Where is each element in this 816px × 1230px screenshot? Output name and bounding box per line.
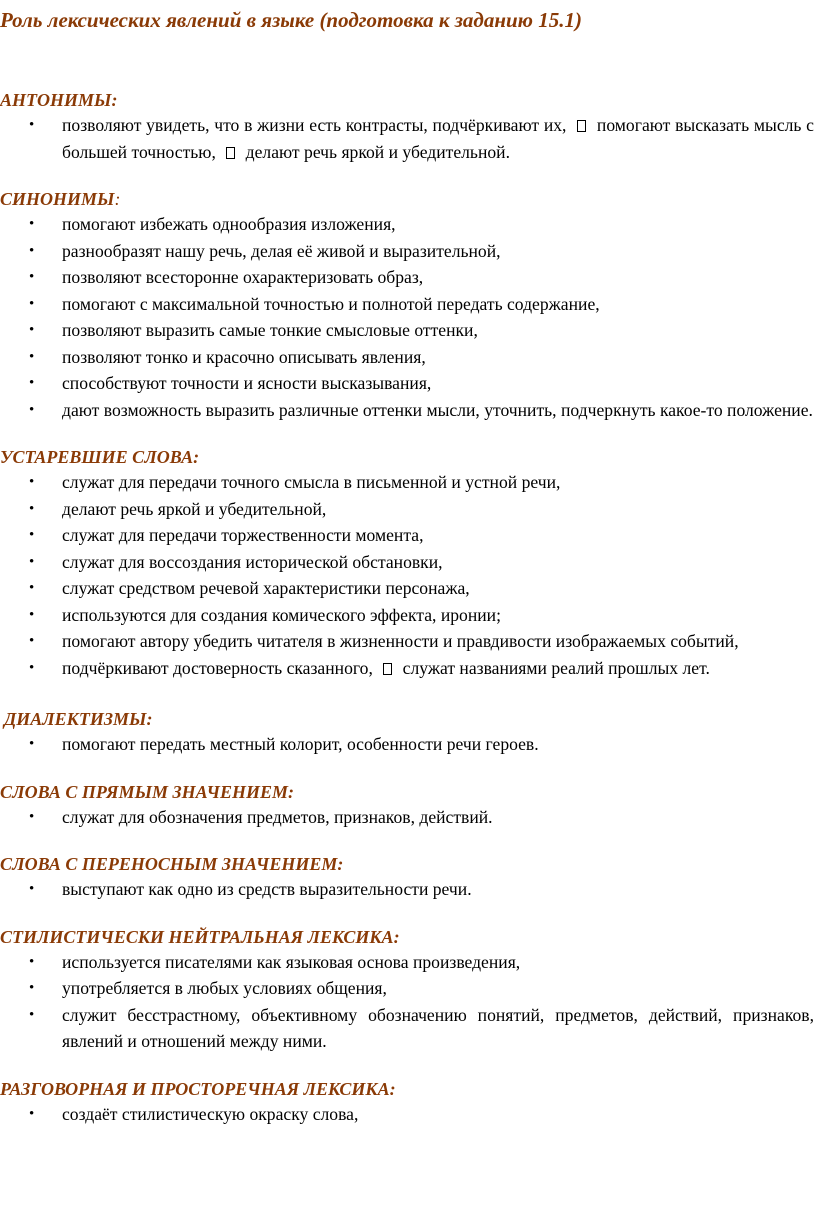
list-item [0, 655, 814, 682]
section-heading-text: СЛОВА С ПРЯМЫМ ЗНАЧЕНИЕМ: [0, 781, 295, 802]
bullet-list [0, 1101, 814, 1128]
section-heading-text: РАЗГОВОРНАЯ И ПРОСТОРЕЧНАЯ ЛЕКСИКА: [0, 1078, 396, 1099]
bullet-icon: • [29, 322, 35, 338]
list-item-text: употребляется в любых условиях общения, [62, 978, 387, 998]
bullet-icon: • [29, 375, 35, 391]
bullet-icon: • [29, 881, 35, 897]
list-item-text: служат для обозначения предметов, признаков, действий. [62, 806, 493, 827]
bullet-icon: • [29, 953, 35, 970]
bullet-list [0, 211, 814, 423]
list-item-text: дают возможность выразить различные оттенки мысли, уточнить, подчеркнуть какое-то положение. [62, 399, 813, 420]
bullet-icon: • [29, 736, 35, 752]
bullet-icon: • [29, 1105, 35, 1122]
section-heading-text: АНТОНИМЫ: [0, 90, 118, 110]
section-heading-text: ДИАЛЕКТИЗМЫ: [4, 709, 153, 729]
list-item [0, 112, 814, 165]
list-item [0, 804, 814, 831]
bullet-icon: • [29, 500, 35, 517]
section [0, 852, 814, 903]
section [0, 707, 814, 758]
section [0, 88, 814, 165]
bullet-list [0, 112, 814, 165]
list-item-text: служат названиями реалий прошлых лет. [402, 657, 710, 678]
section-heading-text: СТИЛИСТИЧЕСКИ НЕЙТРАЛЬНАЯ ЛЕКСИКА: [0, 926, 400, 947]
list-item-text: выступают как одно из средств выразительности речи. [62, 879, 472, 899]
bullet-icon: • [29, 553, 35, 570]
bullet-icon: • [29, 980, 35, 996]
bullet-icon: • [29, 216, 35, 232]
section-heading [0, 187, 814, 211]
list-item-text: позволяют увидеть, что в жизни есть контрасты, подчёркивают их, [62, 115, 567, 135]
list-item [0, 344, 814, 371]
list-item [0, 1101, 814, 1128]
bullet-list [0, 731, 814, 758]
list-item [0, 238, 814, 265]
list-item [0, 370, 814, 397]
list-item [0, 949, 814, 976]
bullet-icon: • [29, 242, 35, 259]
list-item-text: делают речь яркой и убедительной. [245, 141, 510, 162]
list-item-text: позволяют тонко и красочно описывать явления, [62, 346, 426, 367]
bullet-icon: • [29, 474, 35, 490]
missing-glyph-box-icon [383, 663, 392, 675]
section-heading [0, 780, 814, 804]
section-heading-text: СИНОНИМЫ [0, 189, 115, 209]
section-heading [0, 445, 814, 469]
list-item-text: используются для создания комического эффекта, иронии; [62, 604, 501, 625]
list-item-text: создаёт стилистическую окраску слова, [62, 1103, 359, 1124]
list-item [0, 731, 814, 758]
bullet-icon: • [29, 808, 35, 825]
list-item [0, 291, 814, 318]
bullet-icon: • [29, 606, 35, 623]
bullet-icon: • [29, 348, 35, 365]
section [0, 187, 814, 423]
bullet-icon: • [29, 117, 35, 133]
list-item [0, 628, 814, 655]
list-item-text: служат средством речевой характеристики персонажа, [62, 578, 470, 598]
list-item-text: служит бесстрастному, объективному обозначению понятий, предметов, действий, признаков, явлений и отношений между ними. [62, 1004, 814, 1051]
list-item-text: помогают избежать однообразия изложения, [62, 214, 396, 234]
list-item [0, 264, 814, 291]
section-heading [0, 852, 814, 876]
bullet-list [0, 469, 814, 681]
bullet-icon: • [29, 527, 35, 543]
list-item-text: подчёркивают достоверность сказанного, [62, 657, 373, 678]
list-item-text: помогают автору убедить читателя в жизненности и правдивости изображаемых событий, [62, 631, 739, 651]
bullet-icon: • [29, 1006, 35, 1023]
list-item [0, 876, 814, 903]
section [0, 780, 814, 831]
list-item [0, 549, 814, 576]
section-heading [0, 88, 814, 112]
section-heading [0, 1077, 814, 1101]
list-item-text: делают речь яркой и убедительной, [62, 498, 327, 519]
bullet-icon: • [29, 633, 35, 649]
bullet-icon: • [29, 580, 35, 596]
section [0, 925, 814, 1055]
list-item [0, 496, 814, 523]
section-heading-text: СЛОВА С ПЕРЕНОСНЫМ ЗНАЧЕНИЕМ: [0, 854, 344, 874]
bullet-icon: • [29, 269, 35, 285]
bullet-icon: • [29, 401, 35, 418]
list-item [0, 317, 814, 344]
list-item [0, 602, 814, 629]
list-item [0, 975, 814, 1002]
list-item [0, 469, 814, 496]
section-heading-text: УСТАРЕВШИЕ СЛОВА: [0, 447, 200, 467]
bullet-list [0, 876, 814, 903]
section-heading [0, 707, 814, 731]
list-item-text: служат для воссоздания исторической обстановки, [62, 551, 443, 572]
list-item [0, 1002, 814, 1055]
list-item-text: способствуют точности и ясности высказывания, [62, 373, 432, 393]
list-item-text: служат для передачи торжественности момента, [62, 525, 424, 545]
missing-glyph-box-icon [577, 120, 586, 132]
list-item-text: позволяют всесторонне охарактеризовать образ, [62, 267, 424, 287]
list-item-text: служат для передачи точного смысла в письменной и устной речи, [62, 472, 561, 492]
page-title: Роль лексических явлений в языке (подготовка к заданию 15.1) [0, 8, 582, 32]
list-item-text: позволяют выразить самые тонкие смысловые оттенки, [62, 320, 478, 340]
section-heading [0, 925, 814, 949]
list-item-text: используется писателями как языковая основа произведения, [62, 951, 521, 972]
list-item-text: помогают высказать мысль с большей точностью, [62, 115, 814, 162]
section [0, 1077, 814, 1128]
bullet-list [0, 804, 814, 831]
missing-glyph-box-icon [226, 147, 235, 159]
sections-container [0, 88, 814, 1127]
section [0, 445, 814, 681]
section-heading-suffix: : [114, 189, 121, 209]
bullet-icon: • [29, 295, 35, 312]
list-item-text: разнообразят нашу речь, делая её живой и выразительной, [62, 240, 501, 261]
list-item [0, 522, 814, 549]
list-item [0, 211, 814, 238]
list-item-text: помогают с максимальной точностью и полнотой передать содержание, [62, 293, 600, 314]
list-item [0, 575, 814, 602]
list-item-text: помогают передать местный колорит, особенности речи героев. [62, 734, 539, 754]
bullet-list [0, 949, 814, 1055]
list-item [0, 397, 814, 424]
bullet-icon: • [29, 659, 35, 676]
